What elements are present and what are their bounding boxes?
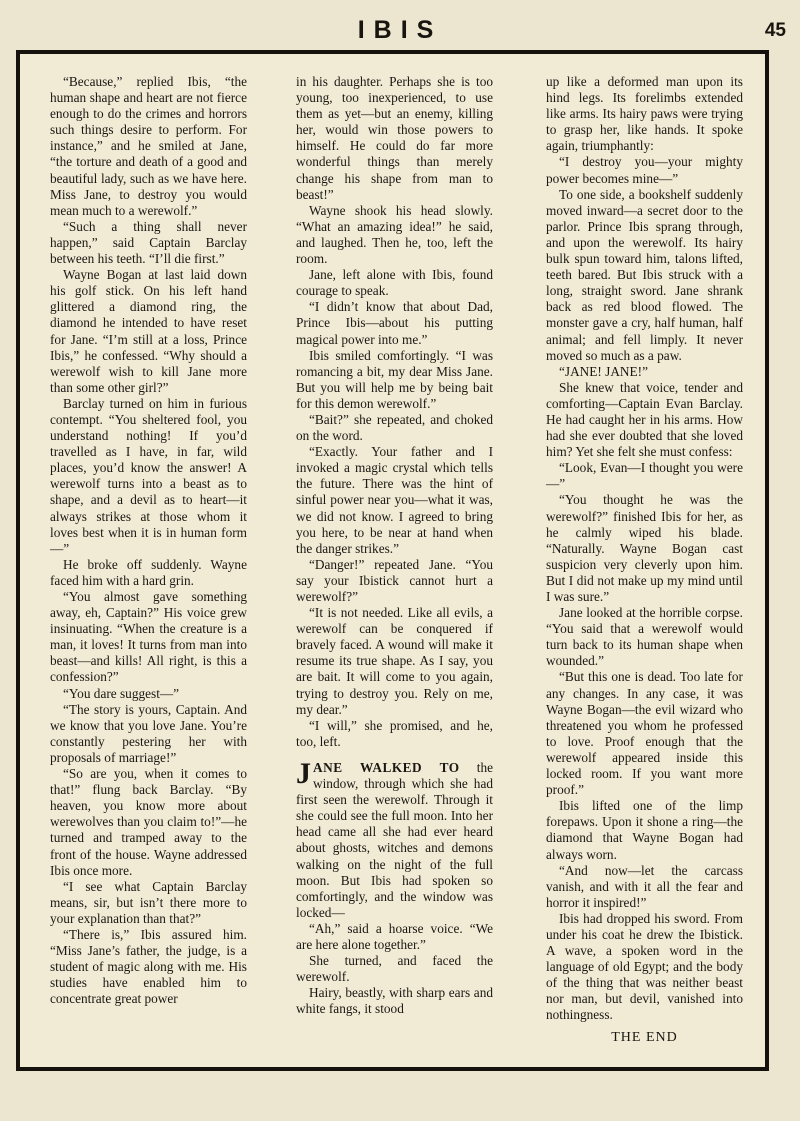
paragraph: “I will,” she promised, and he, too, left. xyxy=(296,717,493,749)
magazine-title: IBIS xyxy=(357,16,443,44)
paragraph: She knew that voice, tender and comforting—Captain Evan Barclay. He had caught her in his arms. How had she ever doubted that she loved him? Yet she felt she must confess: xyxy=(546,379,743,460)
paragraph: Hairy, beastly, with sharp ears and white fangs, it stood xyxy=(296,985,493,1017)
paragraph: “So are you, when it comes to that!” flung back Barclay. “By heaven, you know more about werewolves than you claim to!”—he turned and tramped away to the front of the house. Wayne addressed Ibis once more. xyxy=(50,766,247,878)
text-column-2 xyxy=(296,74,493,1017)
paragraph: “You almost gave something away, eh, Captain?” His voice grew insinuating. “When the creature is a man, it loves! It turns from man into beast—and kills! All right, is this a confession?” xyxy=(50,589,247,685)
paragraph: “Ah,” said a hoarse voice. “We are here alone together.” xyxy=(296,920,493,952)
the-end-mark: THE END xyxy=(611,1029,678,1045)
opening-text: the window, through which she had first seen the werewolf. Through it she could see the full moon. Into her head came all she had ever heard about ghosts, witches and demons walking on the night of the full moon. But Ibis had spoken so comfortingly, and the window was locked— xyxy=(296,759,493,920)
paragraph: Barclay turned on him in furious contempt. “You sheltered fool, you understand nothing! If you’d travelled as I have, in far, wild places, you’d know the answer! A werewolf turns into a beast as to shape, and a devil as to heart—it always strikes at those whom it loves best when it is in human form—” xyxy=(50,395,247,556)
lead-in: ANE WALKED TO xyxy=(313,759,460,775)
paragraph: Ibis had dropped his sword. From under his coat he drew the Ibistick. A wave, a spoken word in the language of old Egypt; and the body of the thing that was neither beast nor man, but devil, vanished into nothingness. xyxy=(546,910,743,1023)
paragraph: Ibis lifted one of the limp forepaws. Upon it shone a ring—the diamond that Wayne Bogan had always worn. xyxy=(546,798,743,862)
text-column-3 xyxy=(546,74,743,1046)
paragraph: “JANE! JANE!” xyxy=(559,363,648,379)
paragraph: up like a deformed man upon its hind legs. Its forelimbs extended like arms. Its hairy paws were trying to grasp her, like hands. It spoke again, triumphantly: xyxy=(546,74,743,154)
paragraph: “Because,” replied Ibis, “the human shape and heart are not fierce enough to do the crimes and horrors such things desire to perform. For instance,” and he smiled at Jane, “the torture and death of a good and beautiful lady, such as we have here. Miss Jane, to destroy you would mean much to a werewolf.” xyxy=(50,74,247,218)
paragraph: “And now—let the carcass vanish, and with it all the fear and horror it inspired!” xyxy=(546,862,743,910)
text-column-1 xyxy=(50,74,247,1007)
running-head xyxy=(0,16,800,46)
paragraph: Wayne Bogan at last laid down his golf stick. On his left hand glittered a diamond ring, the diamond he intended to have reset for Jane. “I’m still at a loss, Prince Ibis,” he confessed. “Why should a werewolf wish to kill Jane more than some other girl?” xyxy=(50,267,247,395)
paragraph: Jane looked at the horrible corpse. “You said that a werewolf would turn back to its human shape when wounded.” xyxy=(546,605,743,669)
paragraph: “The story is yours, Captain. And we know that you love Jane. You’re constantly pestering her with proposals of marriage!” xyxy=(50,701,247,765)
paragraph: “Look, Evan—I thought you were—” xyxy=(546,460,743,492)
paragraph: He broke off suddenly. Wayne faced him with a hard grin. xyxy=(50,556,247,588)
paragraph: Wayne shook his head slowly. “What an amazing idea!” he said, and laughed. Then he, too, left the room. xyxy=(296,202,493,267)
paragraph: “It is not needed. Like all evils, a werewolf can be conquered if bravely faced. A wound will make it resume its true shape. As I say, you are bait. It will come to you again, trying to destroy you. Rely on me, my dear.” xyxy=(296,605,493,717)
paragraph: “Bait?” she repeated, and choked on the word. xyxy=(296,411,493,444)
paragraph: “But this one is dead. Too late for any changes. In any case, it was Wayne Bogan—the evil wizard who threatened you whom he professed to love. Proof enough that the werewolf appeared inside this locked room. If you want more proof.” xyxy=(546,669,743,798)
paragraph: “I didn’t know that about Dad, Prince Ibis—about his putting magical power into me.” xyxy=(296,299,493,347)
drop-cap: J xyxy=(296,756,311,790)
paragraph: in his daughter. Perhaps she is too young, too inexperienced, to use them as yet—but an enemy, killing her, would win those powers to himself. He could do far more wonderful things than merely change his shape from man to beast!” xyxy=(296,74,493,202)
paragraph: “Danger!” repeated Jane. “You say your Ibistick cannot hurt a werewolf?” xyxy=(296,556,493,604)
paragraph: Jane, left alone with Ibis, found courage to speak. xyxy=(296,267,493,299)
paragraph: “I destroy you—your mighty power becomes mine—” xyxy=(546,154,743,186)
section-break xyxy=(296,750,493,760)
paragraph: “Exactly. Your father and I invoked a magic crystal which tells the future. There was the hint of sinful power near you—what it was, we did not know. I agreed to bring you here, to be near at hand when the danger strikes.” xyxy=(296,444,493,556)
page-number: 45 xyxy=(764,20,786,41)
paragraph: “You thought he was the werewolf?” finished Ibis for her, as he calmly wiped his blade. “Naturally. Wayne Bogan cast suspicion very cleverly upon him. But I did not make up my mind until I was sure.” xyxy=(546,492,743,604)
section-opening-paragraph xyxy=(296,756,493,921)
paragraph: She turned, and faced the werewolf. xyxy=(296,953,493,985)
paragraph: “I see what Captain Barclay means, sir, but isn’t there more to your explanation than that?” xyxy=(50,878,247,926)
paragraph: “Such a thing shall never happen,” said Captain Barclay between his teeth. “I’ll die first.” xyxy=(50,218,247,267)
paragraph: To one side, a bookshelf suddenly moved inward—a secret door to the parlor. Prince Ibis sprang through, and upon the werewolf. Its hairy bulk spun toward him, talons lifted, teeth bared. But Ibis struck with a long, straight sword. Jane shrank back as red blood flowed. The monster gave a cry, half human, half animal; and fell limply. It never moved so much as a paw. xyxy=(546,186,743,363)
paragraph: “There is,” Ibis assured him. “Miss Jane’s father, the judge, is a student of magic along with me. His studies have enabled him to concentrate great power xyxy=(50,926,247,1007)
paragraph: Ibis smiled comfortingly. “I was romancing a bit, my dear Miss Jane. But you will help me by being bait for this demon werewolf.” xyxy=(296,347,493,411)
paragraph: “You dare suggest—” xyxy=(63,685,180,701)
